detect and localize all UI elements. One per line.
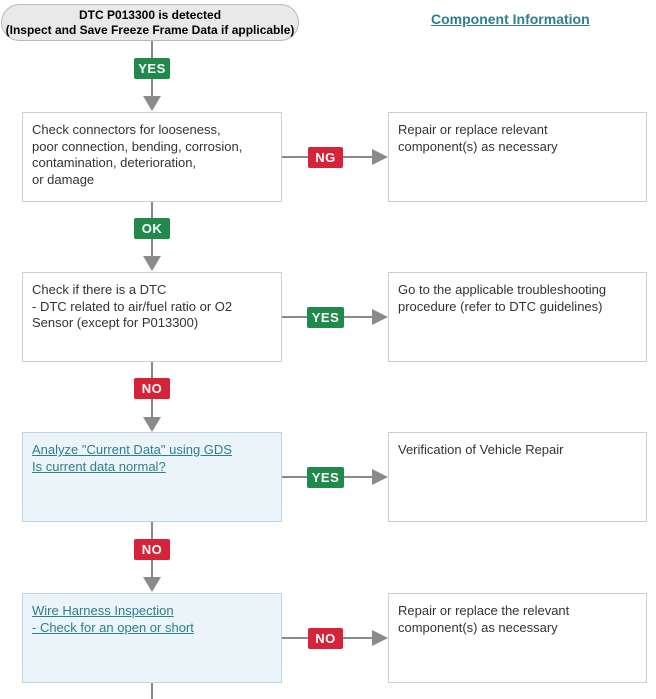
start-line-1: DTC P013300 is detected <box>78 7 222 22</box>
arrowhead-step4 <box>143 577 161 592</box>
wire-harness-inspection-link[interactable]: Wire Harness Inspection <box>32 603 174 618</box>
arrowhead-step3 <box>143 417 161 432</box>
result-text-line: Verification of Vehicle Repair <box>398 442 564 457</box>
analyze-current-data-link[interactable]: Analyze "Current Data" using GDS <box>32 442 232 457</box>
step-analyze-current-data <box>22 432 282 522</box>
arrowhead-step2 <box>143 256 161 271</box>
arrowhead-result2 <box>372 309 388 325</box>
badge-no-2: NO <box>134 539 170 560</box>
step-text-line: Check connectors for looseness, <box>32 122 221 137</box>
step-text-line: contamination, deterioration, <box>32 155 197 170</box>
badge-no-1: NO <box>134 378 170 399</box>
badge-yes-1: YES <box>134 58 170 79</box>
component-information-link[interactable]: Component Information <box>431 11 590 27</box>
result-text-line: component(s) as necessary <box>398 619 558 635</box>
start-node <box>1 4 299 41</box>
badge-yes-3: YES <box>307 467 344 488</box>
arrowhead-result1 <box>372 149 388 165</box>
result-troubleshooting-procedure <box>388 272 647 362</box>
arrowhead-result3 <box>372 469 388 485</box>
check-open-short-link[interactable]: - Check for an open or short <box>32 619 194 635</box>
step-check-connectors <box>22 112 282 202</box>
step-wire-harness-inspection <box>22 593 282 683</box>
badge-ng: NG <box>308 147 343 168</box>
start-line-2: (Inspect and Save Freeze Frame Data if applicable) <box>5 22 295 37</box>
arrowhead-step1 <box>143 96 161 111</box>
result-text-line: Repair or replace relevant <box>398 122 548 137</box>
current-data-normal-link[interactable]: Is current data normal? <box>32 458 166 474</box>
step-text-line: Check if there is a DTC <box>32 282 167 297</box>
result-repair-replace-2 <box>388 593 647 683</box>
step-check-dtc <box>22 272 282 362</box>
result-text-line: Repair or replace the relevant <box>398 603 570 618</box>
step-text-line: or damage <box>32 171 95 187</box>
result-text-line: component(s) as necessary <box>398 138 558 154</box>
badge-ok: OK <box>134 218 170 239</box>
result-text-line: procedure (refer to DTC guidelines) <box>398 298 603 314</box>
badge-yes-2: YES <box>307 307 344 328</box>
badge-no-3: NO <box>308 628 343 649</box>
step-text-line: poor connection, bending, corrosion, <box>32 138 243 154</box>
step-text-line: - DTC related to air/fuel ratio or O2 <box>32 298 233 314</box>
result-verification-vehicle-repair <box>388 432 647 522</box>
result-text-line: Go to the applicable troubleshooting <box>398 282 607 297</box>
arrowhead-result4 <box>372 630 388 646</box>
result-repair-replace-1 <box>388 112 647 202</box>
step-text-line: Sensor (except for P013300) <box>32 315 199 330</box>
